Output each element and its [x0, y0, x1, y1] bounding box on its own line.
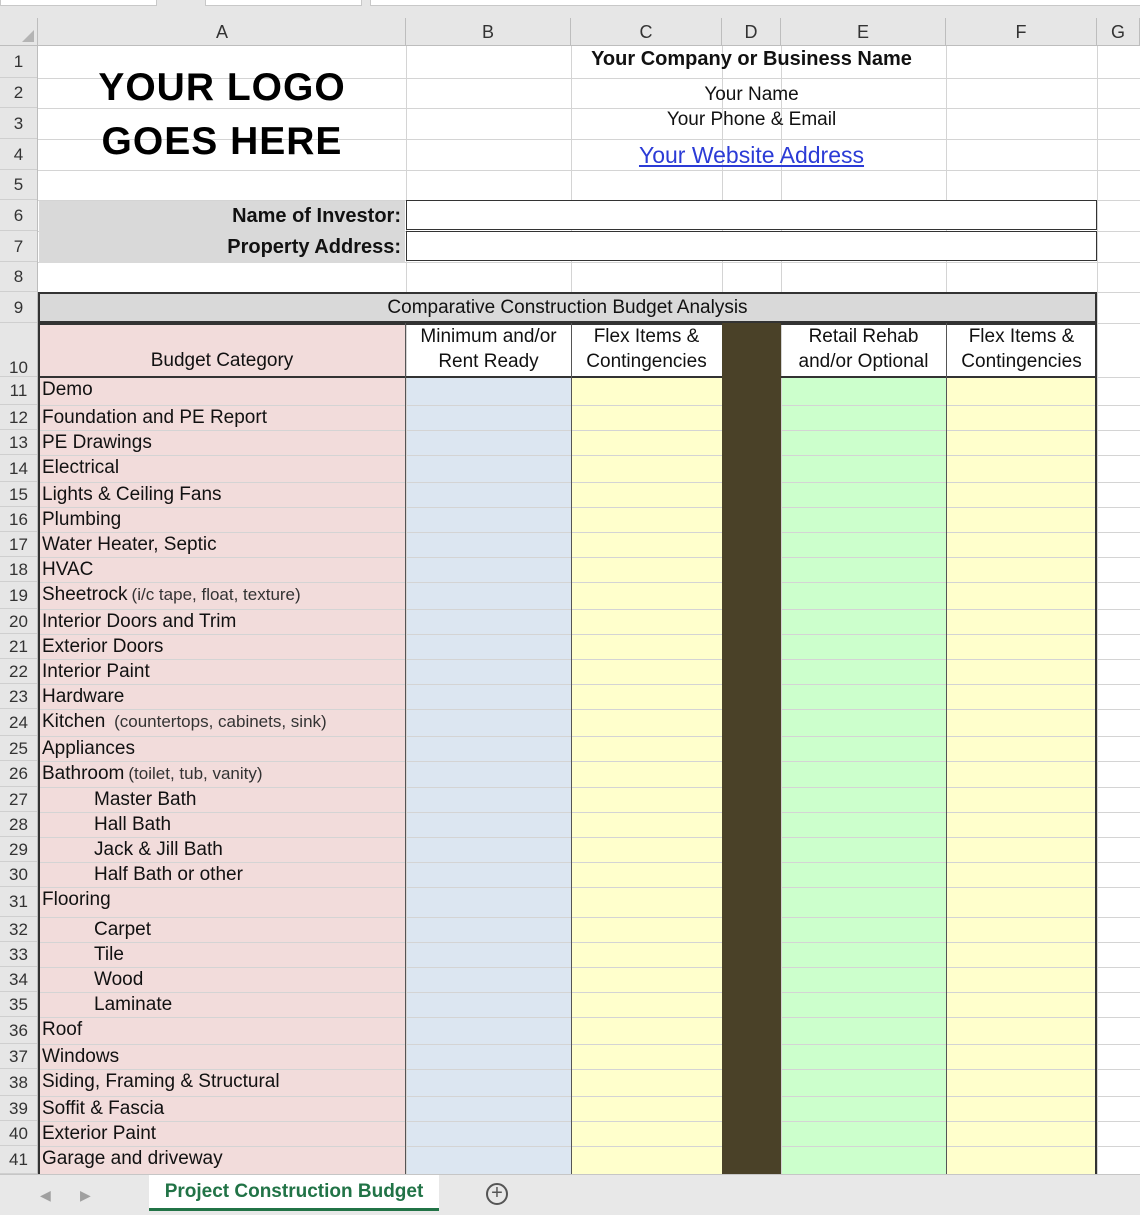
budget-category-cell[interactable] [39, 709, 405, 736]
row-header[interactable]: 39 [0, 1096, 37, 1121]
budget-category-cell[interactable] [39, 507, 405, 532]
category-label: Electrical [42, 457, 120, 478]
row-header[interactable]: 40 [0, 1121, 37, 1146]
category-label: Appliances [42, 738, 135, 759]
row-header[interactable]: 32 [0, 917, 37, 942]
row-header[interactable]: 5 [0, 170, 37, 200]
category-label: HVAC [42, 559, 94, 580]
row-header[interactable]: 20 [0, 609, 37, 634]
logo-line-1: YOUR LOGO [98, 66, 346, 109]
row-header[interactable]: 23 [0, 684, 37, 709]
row-header[interactable]: 24 [0, 709, 37, 736]
category-label: Interior Paint [42, 661, 150, 682]
row-header[interactable]: 17 [0, 532, 37, 557]
table-title: Comparative Construction Budget Analysis [38, 292, 1097, 323]
budget-category-cell[interactable] [39, 837, 405, 862]
budget-category-cell[interactable] [39, 1017, 405, 1044]
category-label: Demo [42, 379, 93, 400]
category-label: Exterior Doors [42, 636, 164, 657]
budget-category-cell[interactable] [39, 736, 405, 761]
budget-category-cell[interactable] [39, 862, 405, 887]
address-label: Property Address: [39, 232, 405, 263]
row-header[interactable]: 9 [0, 292, 37, 323]
budget-category-cell[interactable] [39, 812, 405, 837]
table-vline [571, 323, 572, 1174]
chevron-right-icon[interactable]: ▶ [80, 1187, 91, 1203]
row-header[interactable]: 41 [0, 1146, 37, 1174]
budget-category-cell[interactable] [39, 787, 405, 812]
category-label: Hall Bath [94, 814, 172, 835]
category-label: Roof [42, 1019, 83, 1040]
budget-category-cell[interactable] [39, 609, 405, 634]
retail-header-line1: Retail Rehab [808, 326, 919, 347]
grid-hline [38, 170, 1140, 171]
logo-line-2: GOES HERE [101, 120, 343, 163]
column-header-c[interactable]: C [571, 18, 722, 45]
select-all-corner[interactable] [0, 18, 38, 46]
row-header[interactable]: 15 [0, 482, 37, 507]
budget-category-cell[interactable] [39, 761, 405, 787]
row-header-bar [0, 46, 38, 1174]
category-label: Interior Doors and Trim [42, 611, 237, 632]
budget-category-cell[interactable] [39, 1121, 405, 1146]
budget-category-cell[interactable] [39, 887, 405, 917]
column-header-b[interactable]: B [406, 18, 571, 45]
flex2-header-line1: Flex Items & [968, 326, 1075, 347]
column-header-g[interactable]: G [1097, 18, 1140, 45]
category-label: Hardware [42, 686, 125, 707]
row-header[interactable]: 6 [0, 200, 37, 231]
budget-category-cell[interactable] [39, 967, 405, 992]
category-label: Lights & Ceiling Fans [42, 484, 222, 505]
row-header[interactable]: 21 [0, 634, 37, 659]
table-vline [946, 323, 947, 1174]
row-header[interactable]: 33 [0, 942, 37, 967]
budget-category-cell[interactable] [39, 917, 405, 942]
sheet-tab-active[interactable]: Project Construction Budget [149, 1175, 439, 1211]
row-header[interactable]: 3 [0, 108, 37, 139]
website-link[interactable]: Your Website Address [638, 142, 865, 168]
category-label: Laminate [94, 994, 173, 1015]
row-header[interactable]: 14 [0, 455, 37, 482]
category-label: Carpet [94, 919, 152, 940]
row-header[interactable]: 28 [0, 812, 37, 837]
category-label: Garage and driveway [42, 1148, 223, 1169]
row-header[interactable]: 22 [0, 659, 37, 684]
row-header[interactable]: 37 [0, 1044, 37, 1069]
address-input[interactable] [406, 231, 1097, 261]
flex2-header-line2: Contingencies [961, 351, 1082, 372]
budget-category-cell[interactable] [39, 1146, 405, 1174]
row-header[interactable]: 36 [0, 1017, 37, 1044]
minimum-header-line2: Rent Ready [438, 351, 539, 372]
row-header[interactable]: 19 [0, 582, 37, 609]
row-header[interactable]: 11 [0, 377, 37, 405]
row-header[interactable]: 18 [0, 557, 37, 582]
budget-category-cell[interactable] [39, 557, 405, 582]
column-header-e[interactable]: E [781, 18, 946, 45]
budget-category-cell[interactable] [39, 684, 405, 709]
category-label: Bathroom [42, 763, 125, 784]
category-label: Sheetrock [42, 584, 128, 605]
category-label: Windows [42, 1046, 120, 1067]
column-header-bar [38, 18, 1140, 46]
row-header[interactable]: 26 [0, 761, 37, 787]
sheet-tab-bar [0, 1174, 1140, 1215]
category-label: Jack & Jill Bath [94, 839, 223, 860]
category-label: Flooring [42, 889, 111, 910]
column-header-f[interactable]: F [946, 18, 1097, 45]
category-label: Master Bath [94, 789, 197, 810]
budget-category-cell[interactable] [39, 455, 405, 482]
divider-column [722, 323, 781, 1174]
category-label: Wood [94, 969, 144, 990]
row-header[interactable]: 10 [0, 323, 37, 377]
plus-circle-icon[interactable]: + [486, 1183, 508, 1205]
row-header[interactable]: 1 [0, 46, 37, 78]
category-note: (toilet, tub, vanity) [128, 764, 263, 783]
column-header-a[interactable]: A [39, 18, 406, 45]
budget-category-cell[interactable] [39, 1069, 405, 1096]
investor-label: Name of Investor: [39, 201, 405, 232]
budget-category-cell[interactable] [39, 482, 405, 507]
chevron-left-icon[interactable]: ◀ [40, 1187, 51, 1203]
company-name: Your Company or Business Name [591, 48, 912, 70]
category-label: Water Heater, Septic [42, 534, 217, 555]
budget-category-cell[interactable] [39, 634, 405, 659]
category-label: Soffit & Fascia [42, 1098, 165, 1119]
select-all-triangle [22, 30, 34, 42]
row-header[interactable]: 38 [0, 1069, 37, 1096]
budget-category-cell[interactable] [39, 1096, 405, 1121]
phone-email: Your Phone & Email [666, 109, 837, 130]
flex-header-line1: Flex Items & [593, 326, 700, 347]
row-header[interactable]: 35 [0, 992, 37, 1017]
investor-input[interactable] [406, 200, 1097, 230]
category-label: Tile [94, 944, 124, 965]
budget-category-cell[interactable] [39, 405, 405, 430]
row-header[interactable]: 29 [0, 837, 37, 862]
budget-category-cell[interactable] [39, 532, 405, 557]
row-header[interactable]: 7 [0, 231, 37, 262]
row-header[interactable]: 25 [0, 736, 37, 761]
minimum-header-line1: Minimum and/or [420, 326, 557, 347]
category-label: Kitchen [42, 711, 106, 732]
row-header[interactable]: 16 [0, 507, 37, 532]
row-header[interactable]: 12 [0, 405, 37, 430]
person-name: Your Name [704, 84, 799, 105]
retail-header-line2: and/or Optional [798, 351, 929, 372]
budget-category-cell[interactable] [39, 1044, 405, 1069]
grid-vline [1097, 46, 1098, 1174]
category-note: (i/c tape, float, texture) [131, 585, 301, 604]
budget-category-cell[interactable] [39, 377, 405, 405]
budget-category-cell[interactable] [39, 992, 405, 1017]
budget-category-cell[interactable] [39, 582, 405, 609]
flex-header-line2: Contingencies [586, 351, 707, 372]
row-header[interactable]: 27 [0, 787, 37, 812]
category-label: Foundation and PE Report [42, 407, 267, 428]
row-header[interactable]: 13 [0, 430, 37, 455]
table-vline [405, 323, 406, 1174]
category-label: Half Bath or other [94, 864, 243, 885]
row-header[interactable]: 2 [0, 78, 37, 108]
row-header[interactable]: 4 [0, 139, 37, 170]
row-header[interactable]: 8 [0, 262, 37, 292]
row-header[interactable]: 31 [0, 887, 37, 917]
category-label: Plumbing [42, 509, 122, 530]
category-note: (countertops, cabinets, sink) [109, 712, 327, 731]
budget-category-header: Budget Category [150, 350, 294, 371]
category-label: PE Drawings [42, 432, 152, 453]
budget-category-cell[interactable] [39, 942, 405, 967]
category-label: Exterior Paint [42, 1123, 157, 1144]
column-header-d[interactable]: D [722, 18, 781, 45]
row-header[interactable]: 30 [0, 862, 37, 887]
budget-category-cell[interactable] [39, 659, 405, 684]
row-header[interactable]: 34 [0, 967, 37, 992]
category-label: Siding, Framing & Structural [42, 1071, 280, 1092]
budget-category-cell[interactable] [39, 430, 405, 455]
